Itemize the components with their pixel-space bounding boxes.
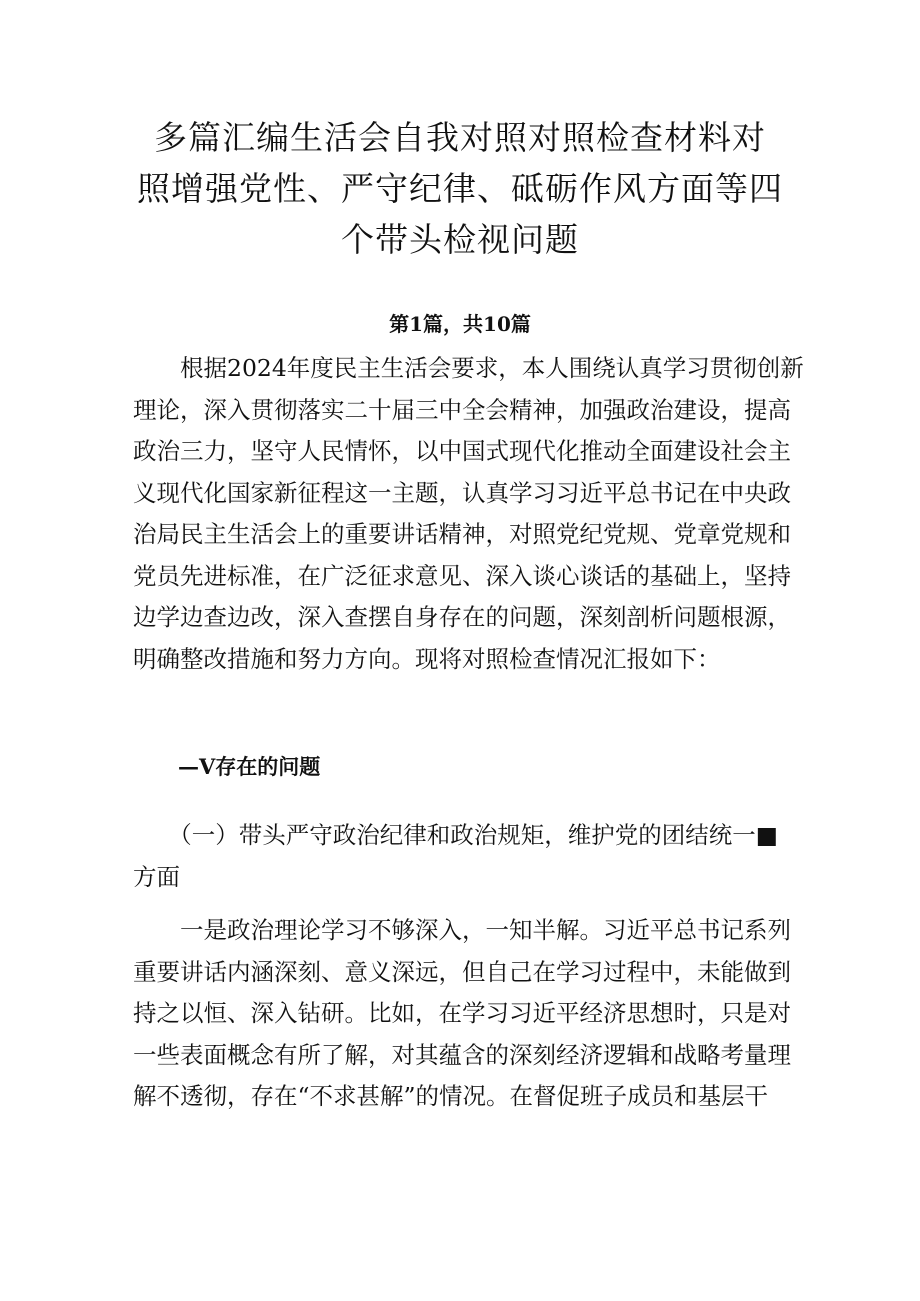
text-line: 解不透彻，存在“不求甚解”的情况。在督促班子成员和基层干 (133, 1082, 769, 1110)
title-line: 照增强党性、严守纪律、砥砺作风方面等四 (137, 169, 783, 208)
text-line: 治局民主生活会上的重要讲话精神，对照党纪党规、党章党规和 (133, 520, 791, 548)
document-title (130, 112, 790, 265)
text-line: 方面 (133, 862, 180, 891)
section-heading: —V存在的问题 (178, 754, 321, 779)
subsection-heading (133, 815, 793, 898)
point-paragraph (133, 910, 793, 1118)
article-counter: 第1篇，共10篇 (389, 312, 531, 336)
text-line: 边学边查边改，深入查摆自身存在的问题，深刻剖析问题根源， (133, 603, 791, 631)
text-line: （一）带头严守政治纪律和政治规矩，维护党的团结统一■ (133, 821, 778, 849)
text-line: 党员先进标准，在广泛征求意见、深入谈心谈话的基础上，坚持 (133, 561, 791, 590)
text-line: 持之以恒、深入钻研。比如，在学习习近平经济思想时，只是对 (133, 999, 791, 1027)
text-line: 根据2024年度民主生活会要求，本人围绕认真学习贯彻创新 (133, 354, 804, 382)
text-line: 一是政治理论学习不够深入，一知半解。习近平总书记系列 (133, 916, 791, 944)
text-line: 明确整改措施和努力方向。现将对照检查情况汇报如下： (133, 644, 721, 673)
title-line: 多篇汇编生活会自我对照对照检查材料对 (154, 118, 766, 157)
text-line: 理论，深入贯彻落实二十届三中全会精神，加强政治建设，提高 (133, 395, 791, 424)
text-line: 政治三力，坚守人民情怀，以中国式现代化推动全面建设社会主 (133, 437, 791, 465)
title-line: 个带头检视问题 (341, 220, 579, 259)
text-line: 重要讲话内涵深刻、意义深远，但自己在学习过程中，未能做到 (133, 957, 791, 986)
text-line: 一些表面概念有所了解，对其蕴含的深刻经济逻辑和战略考量理 (133, 1040, 791, 1069)
text-line: 义现代化国家新征程这一主题，认真学习习近平总书记在中央政 (133, 478, 791, 507)
intro-paragraph (133, 348, 804, 680)
